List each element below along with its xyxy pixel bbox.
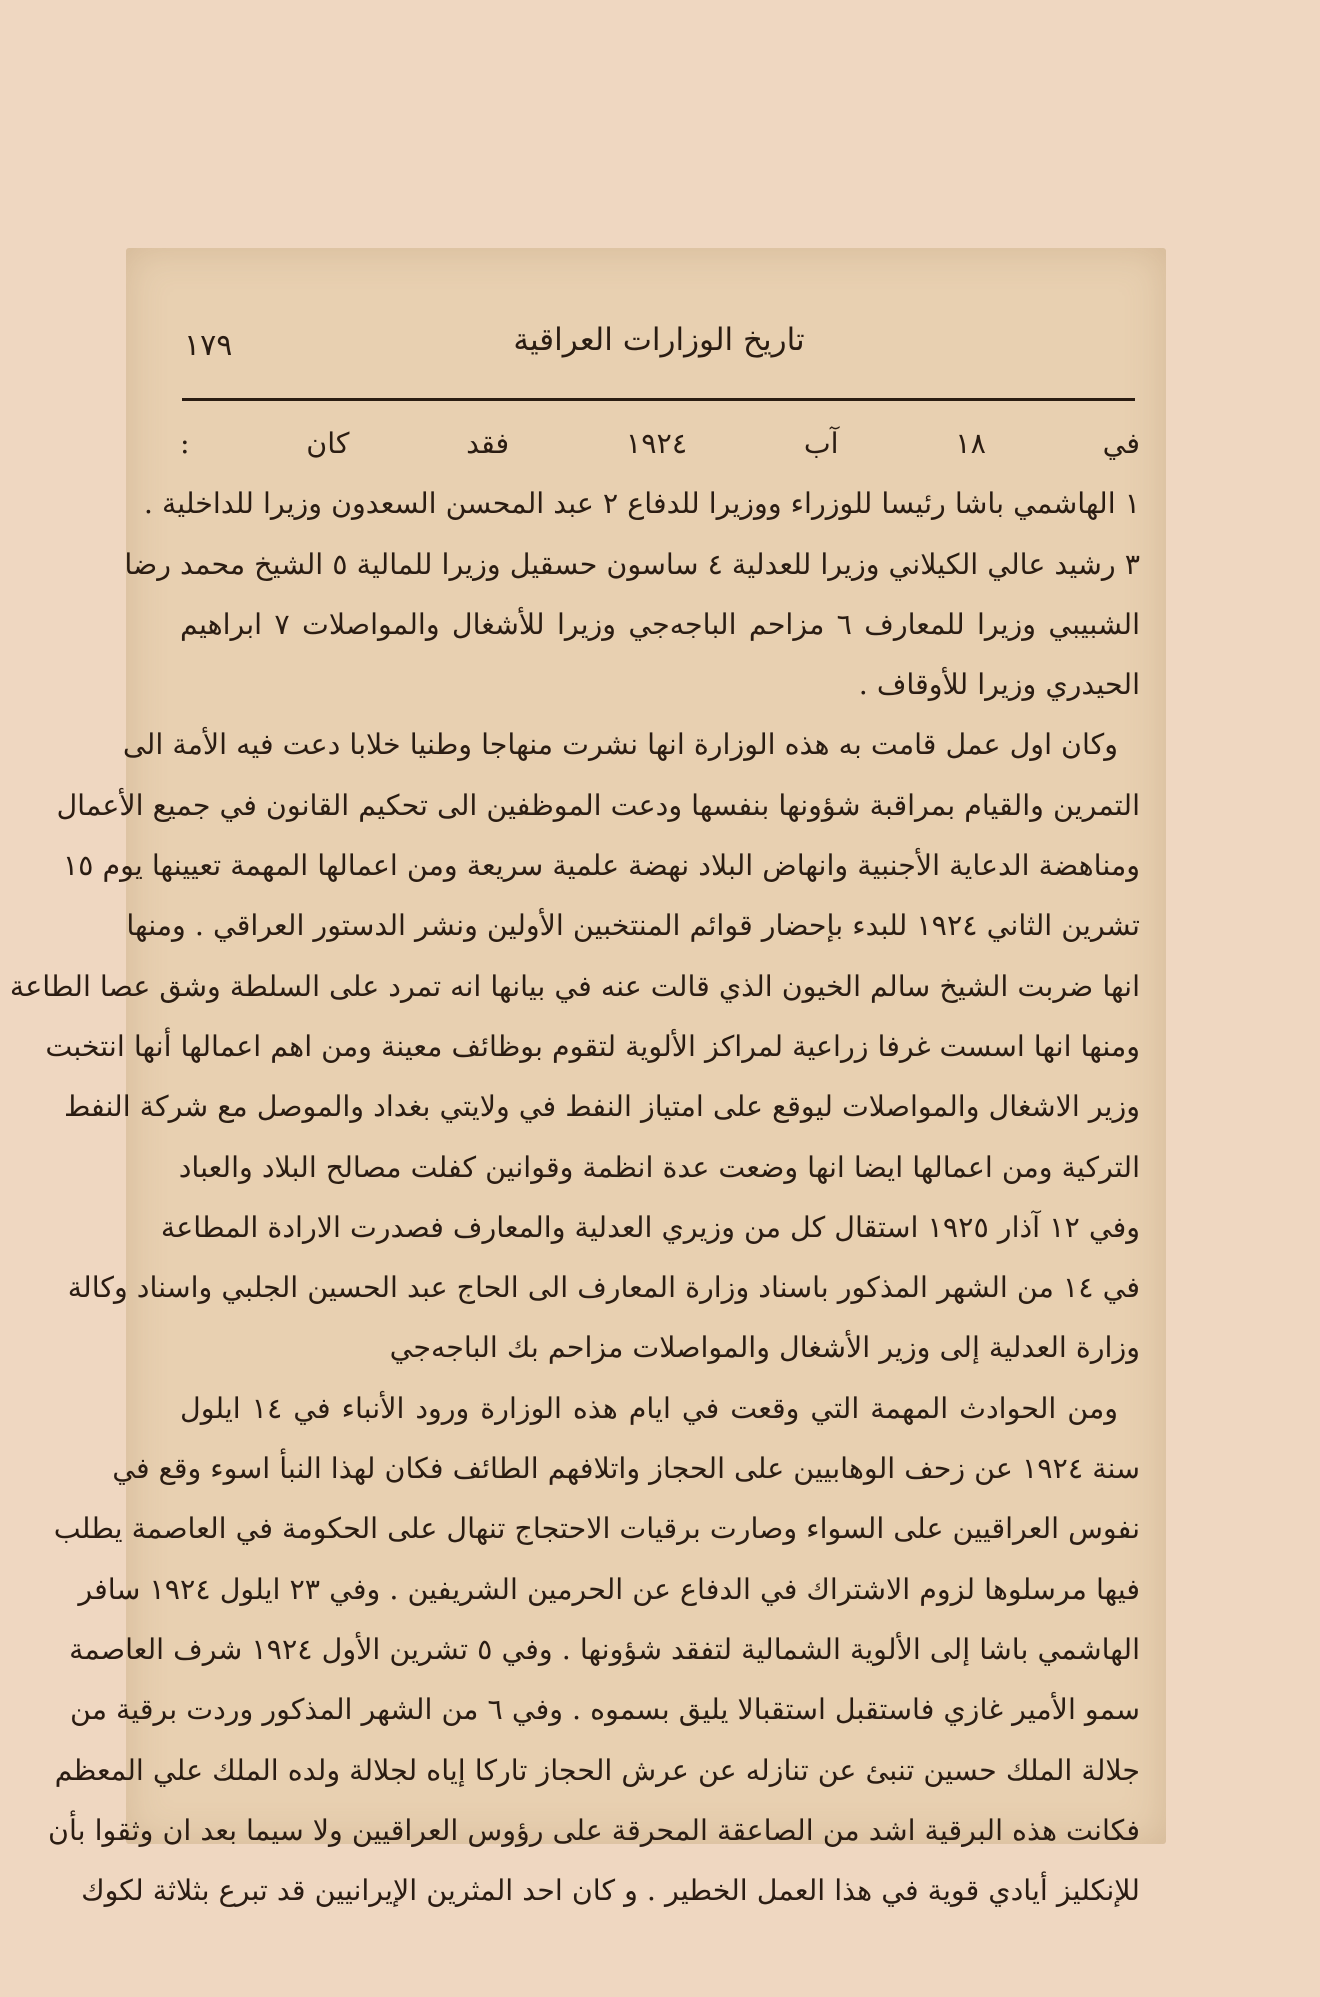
text-line: التركية ومن اعمالها ايضا انها وضعت عدة انظمة وقوانين كفلت مصالح البلاد والعباد [178,1150,1140,1184]
running-title: تاريخ الوزارات العراقية [513,322,805,358]
text-line: وزارة العدلية إلى وزير الأشغال والمواصلات مزاحم بك الباجه‌جي [389,1331,1140,1365]
text-line: نفوس العراقيين على السواء وصارت برقيات الاحتجاج تنهال على الحكومة في العاصمة يطلب [53,1512,1140,1546]
text-line: ومناهضة الدعاية الأجنبية وانهاض البلاد نهضة علمية سريعة ومن اعمالها المهمة تعيينها يوم ١٥ [62,849,1140,883]
text-line: ٣ رشيد عالي الكيلاني وزيرا للعدلية ٤ ساسون حسقيل وزيرا للمالية ٥ الشيخ محمد رضا [124,547,1140,581]
text-line: ومن الحوادث المهمة التي وقعت في ايام هذه الوزارة ورود الأنباء في ١٤ ايلول [180,1391,1118,1425]
text-line: الشبيبي وزيرا للمعارف ٦ مزاحم الباجه‌جي وزيرا للأشغال والمواصلات ٧ ابراهيم [180,607,1140,641]
header-rule [182,398,1135,401]
text-line: فيها مرسلوها لزوم الاشتراك في الدفاع عن الحرمين الشريفين . وفي ٢٣ ايلول ١٩٢٤ سافر [78,1572,1140,1606]
text-line: فكانت هذه البرقية اشد من الصاعقة المحرقة على رؤوس العراقيين ولا سيما بعد ان وثقوا بأن [48,1813,1140,1847]
text-line: التمرين والقيام بمراقبة شؤونها بنفسها ودعت الموظفين الى تحكيم القانون في جميع الأعمال [56,788,1140,822]
text-line: وزير الاشغال والمواصلات ليوقع على امتياز النفط في ولايتي بغداد والموصل مع شركة النفط [63,1090,1140,1124]
text-line: وفي ١٢ آذار ١٩٢٥ استقال كل من وزيري العدلية والمعارف فصدرت الارادة المطاعة [160,1210,1140,1244]
text-line: ومنها انها اسست غرفا زراعية لمراكز الألوية لتقوم بوظائف معينة ومن اهم اعمالها أنها انتخبت [45,1029,1140,1063]
text-line: وكان اول عمل قامت به هذه الوزارة انها نشرت منهاجا وطنيا خلابا دعت فيه الأمة الى [122,728,1118,762]
text-line: سمو الأمير غازي فاستقبل استقبالا يليق بسموه . وفي ٦ من الشهر المذكور وردت برقية من [70,1693,1140,1727]
body-text [9,414,1140,1921]
text-line: الهاشمي باشا إلى الألوية الشمالية لتفقد شؤونها . وفي ٥ تشرين الأول ١٩٢٤ شرف العاصمة [69,1632,1140,1666]
page-header [184,322,1134,382]
text-line: في ١٤ من الشهر المذكور باسناد وزارة المعارف الى الحاج عبد الحسين الجلبي واسناد وكالة [67,1271,1140,1305]
text-line: للإنكليز أيادي قوية في هذا العمل الخطير . و كان احد المثرين الإيرانيين قد تبرع بثلاثة لكوك [81,1874,1140,1908]
text-line: ١ الهاشمي باشا رئيسا للوزراء ووزيرا للدفاع ٢ عبد المحسن السعدون وزيرا للداخلية . [143,487,1140,521]
page-number: ١٧٩ [184,328,233,363]
text-line: في ١٨ آب ١٩٢٤ فقد كان : [180,427,1140,460]
text-line: الحيدري وزيرا للأوقاف . [858,668,1140,702]
text-line: جلالة الملك حسين تنبئ عن تنازله عن عرش الحجاز تاركا إياه لجلالة ولده الملك علي المعظم [54,1753,1140,1787]
text-line: تشرين الثاني ١٩٢٤ للبدء بإحضار قوائم المنتخبين الأولين ونشر الدستور العراقي . ومنها [126,909,1140,943]
text-line: انها ضربت الشيخ سالم الخيون الذي قالت عنه في بيانها انه تمرد على السلطة وشق عصا الطاعة [9,969,1140,1003]
text-line: سنة ١٩٢٤ عن زحف الوهابيين على الحجاز واتلافهم الطائف فكان لهذا النبأ اسوء وقع في [112,1452,1140,1486]
